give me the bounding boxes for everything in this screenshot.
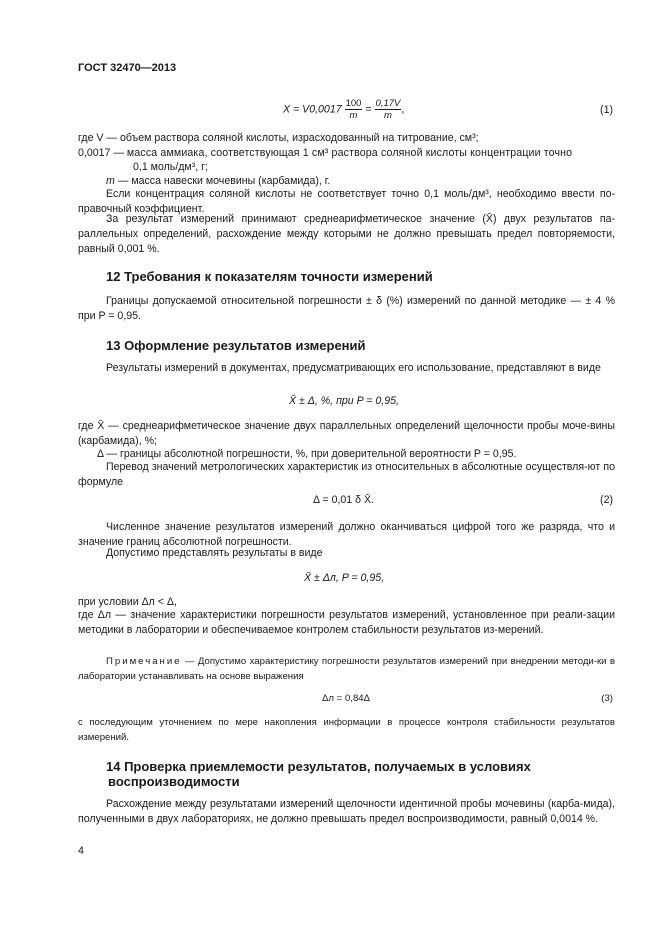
def-m-term: m — — [106, 175, 129, 187]
section-13-condition: при условии Δл < Δ, — [78, 596, 177, 608]
section-13-formula: X̄ ± Δ, %, при P = 0,95, — [289, 395, 399, 407]
section-13-rounding: Численное значение результатов измерений должно оканчиваться цифрой того же разряда, что и значение границ абсолютной погрешности. — [78, 521, 615, 548]
section-14-title-line-2: воспроизводимости — [108, 774, 240, 789]
formula-4: Δл = 0,84Δ — [322, 693, 371, 704]
section-13-text: Результаты измерений в документах, предусматривающих его использование, представляют в виде — [106, 362, 601, 374]
formula-2: Δ = 0,01 δ X̄. — [313, 494, 374, 506]
formula-1-den-1: m — [349, 110, 358, 121]
note-text: — Допустимо характеристику погрешности результатов измерений при внедрении методи-ки в лаборатории устанавливать на основе выражения — [78, 656, 615, 682]
formula-2-number: (2) — [600, 494, 613, 506]
page-number: 4 — [78, 845, 84, 857]
formula-3: X̄ ± Δл, P = 0,95, — [304, 572, 385, 584]
def-m-text: масса навески мочевины (карбамида), г. — [131, 175, 331, 187]
def-v-term: где V — — [78, 132, 118, 144]
formula-4-number: (3) — [601, 693, 613, 704]
formula-1-tail: , — [401, 103, 405, 116]
formula-1-number: (1) — [600, 104, 613, 116]
section-13-def-1: где X̄ — среднеарифметическое значение двух параллельных определений щелочности пробы моче-вины (карбамида), %; — [78, 420, 615, 447]
formula-1-den-2: m — [383, 110, 392, 121]
formula-1-lhs: X = V0,0017 — [283, 103, 342, 116]
def-0017-cont: 0,1 моль/дм³, г; — [133, 161, 208, 173]
formula-1-frac-2 — [375, 98, 405, 121]
formula-1-eq: = — [365, 103, 372, 116]
section-13-allowed: Допустимо представлять результаты в виде — [106, 547, 323, 559]
para-correction: Если концентрация соляной кислоты не соответствует точно 0,1 моль/дм³, необходимо ввести по-правочный коэффициент. — [78, 188, 615, 215]
note-label: Примечание — [106, 656, 182, 667]
def-0017 — [78, 146, 615, 161]
formula-1-num-2: 0,17V — [375, 98, 401, 109]
section-12-text: Границы допускаемой относительной погрешности ± δ (%) измерений по данной методике — ± 4 % при P = 0,95. — [78, 295, 615, 322]
def-v — [78, 131, 479, 146]
section-12-title: 12 Требования к показателям точности измерений — [106, 269, 433, 284]
section-14-title-line-1: 14 Проверка приемлемости результатов, получаемых в условиях — [106, 759, 531, 774]
section-13-title: 13 Оформление результатов измерений — [106, 338, 366, 353]
para-result: За результат измерений принимают среднеарифметическое значение (X̄) двух результатов па-раллельных определений, расхождение между которыми не должно превышать предел повторяемости, равный 0,001 %. — [78, 213, 615, 255]
section-13-followup: с последующим уточнением по мере накопления информации в процессе контроля стабильности результатов измерений. — [78, 717, 615, 743]
section-13-def-2: Δ — границы абсолютной погрешности, %, при доверительной вероятности P = 0,95. — [97, 448, 517, 460]
section-13-note — [78, 654, 615, 684]
document-header: ГОСТ 32470—2013 — [78, 62, 177, 74]
def-0017-term: 0,0017 — — [78, 147, 124, 159]
section-13-def-3: где Δл — значение характеристики погрешности результатов измерений, установленное при реали-зации методики в лаборатории и обеспечиваемое контролем стабильности результатов из-мерений. — [78, 609, 615, 636]
def-v-text: объем раствора соляной кислоты, израсходованный на титрование, см³; — [119, 132, 479, 144]
section-14-text: Расхождение между результатами измерений щелочности идентичной пробы мочевины (карба-мида), полученными в двух лабораториях, не должно превышать предел воспроизводимости, равный 0,0014 %. — [78, 798, 615, 825]
section-13-transfer: Перевод значений метрологических характеристик из относительных в абсолютные осуществля-ют по формуле — [78, 461, 615, 488]
def-0017-text: масса аммиака, соответствующая 1 см³ раствора соляной кислоты концентрации точно — [126, 147, 573, 159]
formula-1-num-1: 100 — [345, 98, 362, 109]
formula-1 — [283, 98, 404, 121]
formula-1-frac-1 — [345, 98, 363, 121]
